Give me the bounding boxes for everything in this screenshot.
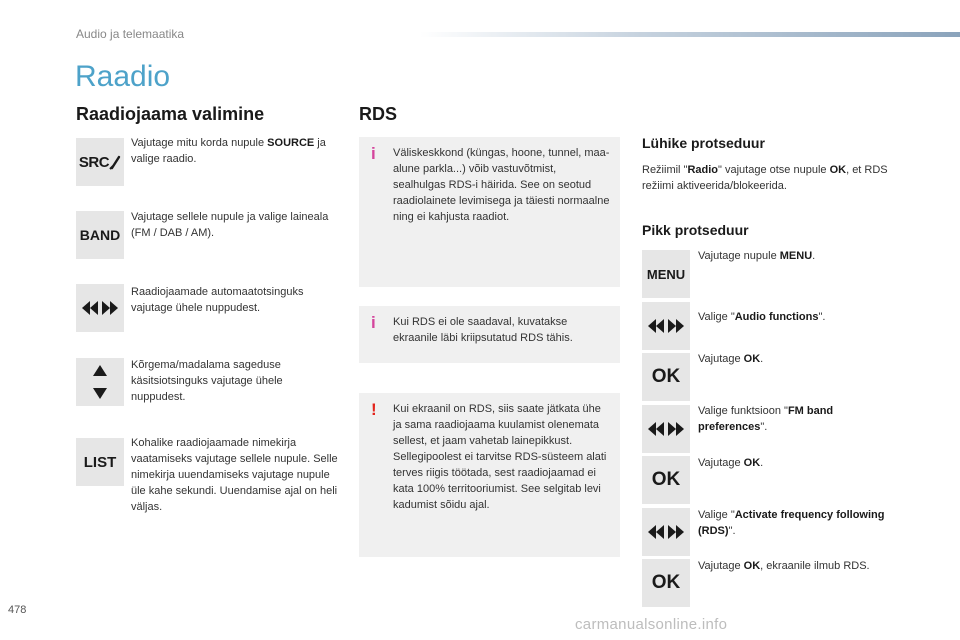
rds-section-title: RDS	[359, 104, 398, 124]
step-2-text: Valige "Audio functions".	[698, 311, 826, 323]
short-procedure-text: Režiimil "Radio" vajutage otse nupule OK, et RDS režiimi aktiveerida/blokeerida.	[642, 164, 888, 192]
info-icon: i	[371, 313, 376, 332]
src-label: SRC	[78, 153, 110, 171]
long-procedure-title: Pikk protseduur	[642, 222, 749, 238]
step-3-text: Vajutage OK.	[698, 353, 764, 365]
seek-arrows-icon	[646, 421, 686, 437]
left-section-title: Raadiojaama valimine	[76, 104, 265, 124]
seek-description: Raadiojaamade automaatotsinguks vajutage ühele nuppudest.	[131, 286, 304, 314]
ok-button: OK	[642, 353, 690, 401]
step-5-text: Vajutage OK.	[698, 457, 764, 469]
step-7-text: Vajutage OK, ekraanile ilmub RDS.	[698, 560, 870, 572]
watermark: carmanualsonline.info	[575, 616, 728, 633]
up-down-arrows-icon	[92, 362, 108, 402]
step-1-text: Vajutage nupule MENU.	[698, 250, 816, 262]
source-button	[76, 138, 124, 186]
ok-button: OK	[642, 559, 690, 607]
seek-arrows-icon	[646, 524, 686, 540]
header-rule	[420, 32, 960, 37]
step-4-text: Valige funktsioon "FM band preferences".	[698, 405, 834, 433]
info-icon: i	[371, 144, 376, 163]
manual-tune-description: Kõrgema/madalama sageduse käsitsiotsinguks vajutage ühele nuppudest.	[131, 359, 283, 403]
warning-icon: !	[371, 400, 377, 419]
seek-button	[642, 508, 690, 556]
warning-note-rds-follow: ! Kui ekraanil on RDS, siis saate jätkata ühe ja sama raadiojaama kuulamist olenemata sellest, et jaam vahetab lainepikkust. Sellegipoolest ei tarvitse RDS-süsteem alati terves riigis töötada, sest raadiojaamad ei kata 100% territooriumist. See selgitab levi kadumist sõidu ajal.	[359, 393, 620, 557]
page-number: 478	[8, 604, 27, 616]
source-description: Vajutage mitu korda nupule SOURCE ja valige raadio.	[131, 137, 326, 165]
band-description: Vajutage sellele nupule ja valige laineala (FM / DAB / AM).	[131, 211, 329, 239]
seek-button	[642, 302, 690, 350]
menu-button: MENU	[642, 250, 690, 298]
seek-arrows-icon	[646, 318, 686, 334]
band-button: BAND	[76, 211, 124, 259]
list-description: Kohalike raadiojaamade nimekirja vaatamiseks vajutage sellele nupule. Selle nimekirja uuendamiseks vajutage nupule üle kahe sekundi. Uuendamise ajal on heli väljas.	[131, 437, 338, 513]
short-procedure-title: Lühike protseduur	[642, 135, 765, 151]
dial-pointer-icon	[109, 154, 121, 170]
seek-button	[642, 405, 690, 453]
info-note-reception: i Väliskeskkond (küngas, hoone, tunnel, maa-alune parkla...) võib vastuvõtmist, sealhulgas RDS-i häirida. See on seotud raadiolainete levimisega ja täiesti normaalne ning ei kahjusta raadiot.	[359, 137, 620, 287]
manual-tune-button	[76, 358, 124, 406]
page-title: Raadio	[75, 60, 171, 93]
seek-button	[76, 284, 124, 332]
ok-button: OK	[642, 456, 690, 504]
step-6-text: Valige "Activate frequency following (RDS)".	[698, 509, 885, 537]
info-note-rds-unavailable: i Kui RDS ei ole saadaval, kuvatakse ekraanile läbi kriipsutatud RDS tähis.	[359, 306, 620, 363]
seek-arrows-icon	[80, 300, 120, 316]
header-section-label: Audio ja telemaatika	[76, 27, 185, 41]
list-button: LIST	[76, 438, 124, 486]
